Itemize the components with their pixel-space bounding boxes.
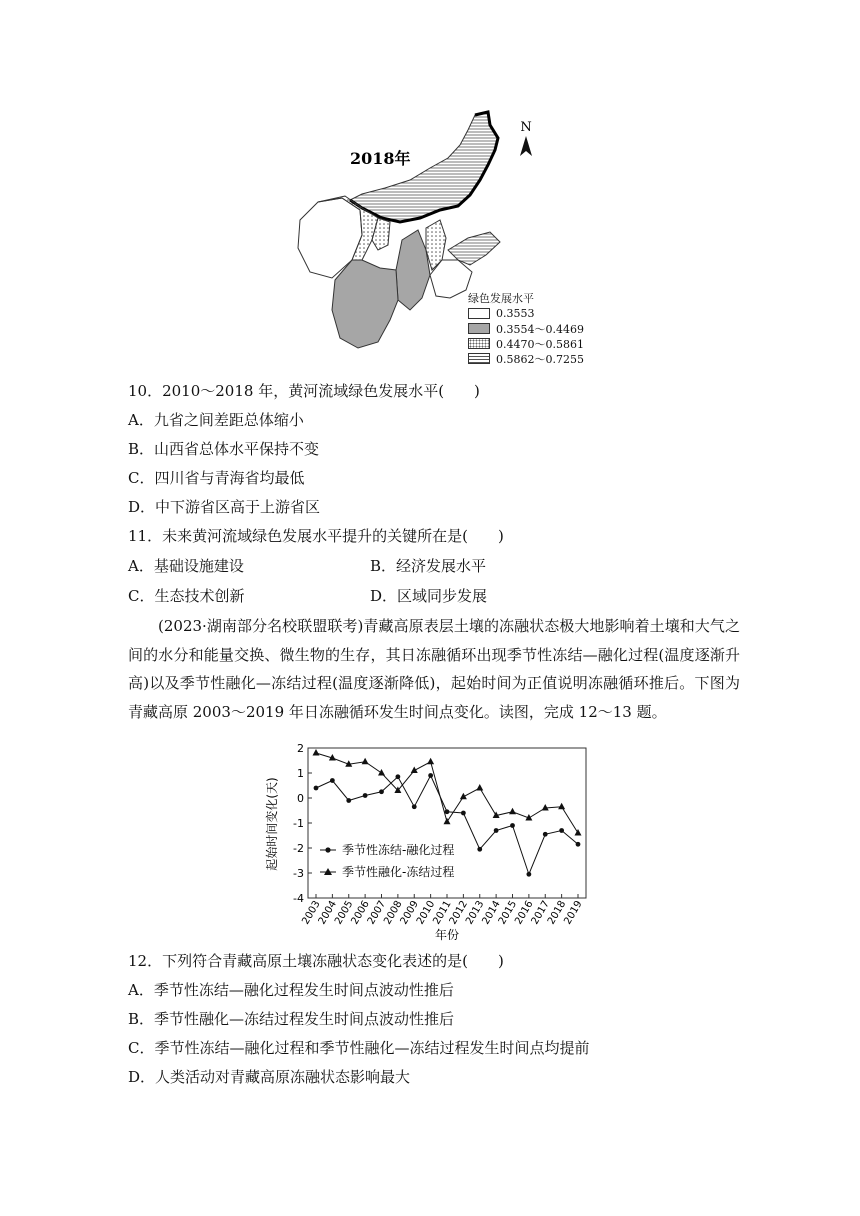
x-tick-label: 2018: [545, 899, 569, 927]
legend-swatch: [468, 353, 490, 364]
legend-label-series-2: 季节性融化-冻结过程: [342, 865, 455, 879]
x-tick-label: 2012: [447, 899, 470, 927]
data-point-circle: [412, 804, 417, 809]
data-point-circle: [559, 828, 564, 833]
line-chart: [262, 738, 602, 944]
y-axis-title: 起始时间变化(天): [265, 777, 279, 871]
north-arrow-icon: [520, 136, 532, 156]
legend-swatch: [468, 338, 490, 349]
legend-marker-circle: [325, 847, 330, 852]
x-tick-label: 2004: [316, 899, 339, 927]
x-tick-label: 2008: [382, 899, 405, 927]
x-tick-label: 2003: [300, 899, 323, 927]
data-point-circle: [379, 789, 384, 794]
data-point-circle: [461, 811, 466, 816]
map-legend: [468, 290, 618, 366]
x-tick-label: 2014: [480, 899, 503, 927]
y-tick-label: 0: [297, 792, 304, 805]
q10-option-d[interactable]: D．中下游省区高于上游省区: [128, 498, 321, 516]
y-tick-label: -1: [293, 817, 304, 830]
map-year-label: 2018年: [350, 149, 411, 168]
freeze-thaw-chart: [262, 738, 602, 944]
q12-stem: 12．下列符合青藏高原土壤冻融状态变化表述的是( ): [128, 952, 504, 970]
legend-title: 绿色发展水平: [468, 292, 534, 305]
legend-item: 0.5862～0.7255: [468, 351, 618, 366]
q12-option-b[interactable]: B．季节性融化—冻结过程发生时间点波动性推后: [128, 1010, 455, 1028]
y-tick-label: -2: [293, 842, 304, 855]
data-point-circle: [363, 793, 368, 798]
q11-stem: 11．未来黄河流域绿色发展水平提升的关键所在是( ): [128, 527, 504, 545]
data-point-circle: [510, 823, 515, 828]
q12-option-d[interactable]: D．人类活动对青藏高原冻融状态影响最大: [128, 1068, 411, 1086]
q12-option-c[interactable]: C．季节性冻结—融化过程和季节性融化—冻结过程发生时间点均提前: [128, 1039, 590, 1057]
q11-option-c[interactable]: C．生态技术创新: [128, 587, 245, 605]
data-point-circle: [330, 778, 335, 783]
data-point-circle: [346, 798, 351, 803]
data-point-circle: [314, 786, 319, 791]
x-tick-label: 2013: [464, 899, 487, 927]
y-tick-label: -3: [293, 867, 304, 880]
data-point-circle: [428, 773, 433, 778]
y-tick-label: -4: [293, 892, 304, 905]
x-tick-label: 2015: [496, 899, 520, 927]
x-tick-label: 2011: [431, 899, 454, 927]
north-label: N: [520, 120, 532, 135]
legend-item: 0.4470～0.5861: [468, 336, 618, 351]
q11-option-a[interactable]: A．基础设施建设: [128, 557, 244, 575]
region-shaanxi: [396, 230, 430, 310]
x-tick-label: 2006: [349, 899, 372, 927]
data-point-circle: [395, 774, 400, 779]
x-tick-label: 2010: [414, 899, 438, 927]
data-point-circle: [576, 842, 581, 847]
x-tick-label: 2017: [529, 899, 552, 927]
y-tick-label: 1: [297, 767, 304, 780]
y-tick-label: 2: [297, 742, 304, 755]
x-tick-label: 2019: [562, 899, 585, 927]
x-tick-label: 2007: [365, 899, 389, 927]
q10-stem: 10．2010～2018 年，黄河流域绿色发展水平( ): [128, 382, 480, 400]
x-tick-label: 2009: [398, 899, 421, 927]
data-point-circle: [494, 828, 499, 833]
data-point-circle: [477, 847, 482, 852]
x-tick-label: 2016: [513, 899, 536, 927]
data-point-circle: [526, 872, 531, 877]
legend-swatch: [468, 308, 490, 319]
q10-option-a[interactable]: A．九省之间差距总体缩小: [128, 411, 304, 429]
q11-option-b[interactable]: B．经济发展水平: [370, 557, 487, 575]
region-sichuan: [332, 260, 398, 348]
legend-swatch: [468, 323, 490, 334]
reading-passage: (2023·湖南部分名校联盟联考)青藏高原表层土壤的冻融状态极大地影响着土壤和大气之间的水分和能量交换、微生物的生存，其日冻融循环出现季节性冻结—融化过程(温度逐渐升高)以及季节性融化—冻结过程(温度逐渐降低)，起始时间为正值说明冻融循环推后。下图为青藏高原 2003～2019 年日冻融循环发生时间点变化。读图，完成 12～13 题。: [128, 617, 740, 721]
q10-option-c[interactable]: C．四川省与青海省均最低: [128, 469, 305, 487]
q10-option-b[interactable]: B．山西省总体水平保持不变: [128, 440, 320, 458]
data-point-circle: [543, 832, 548, 837]
legend-item: 0.3553: [468, 306, 618, 321]
q12-option-a[interactable]: A．季节性冻结—融化过程发生时间点波动性推后: [128, 981, 454, 999]
x-axis-title: 年份: [434, 928, 460, 942]
legend-label-series-1: 季节性冻结-融化过程: [342, 843, 455, 857]
legend-item: 0.3554～0.4469: [468, 321, 618, 336]
x-tick-label: 2005: [333, 899, 356, 927]
q11-option-d[interactable]: D．区域同步发展: [370, 587, 488, 605]
data-point-circle: [445, 809, 450, 814]
